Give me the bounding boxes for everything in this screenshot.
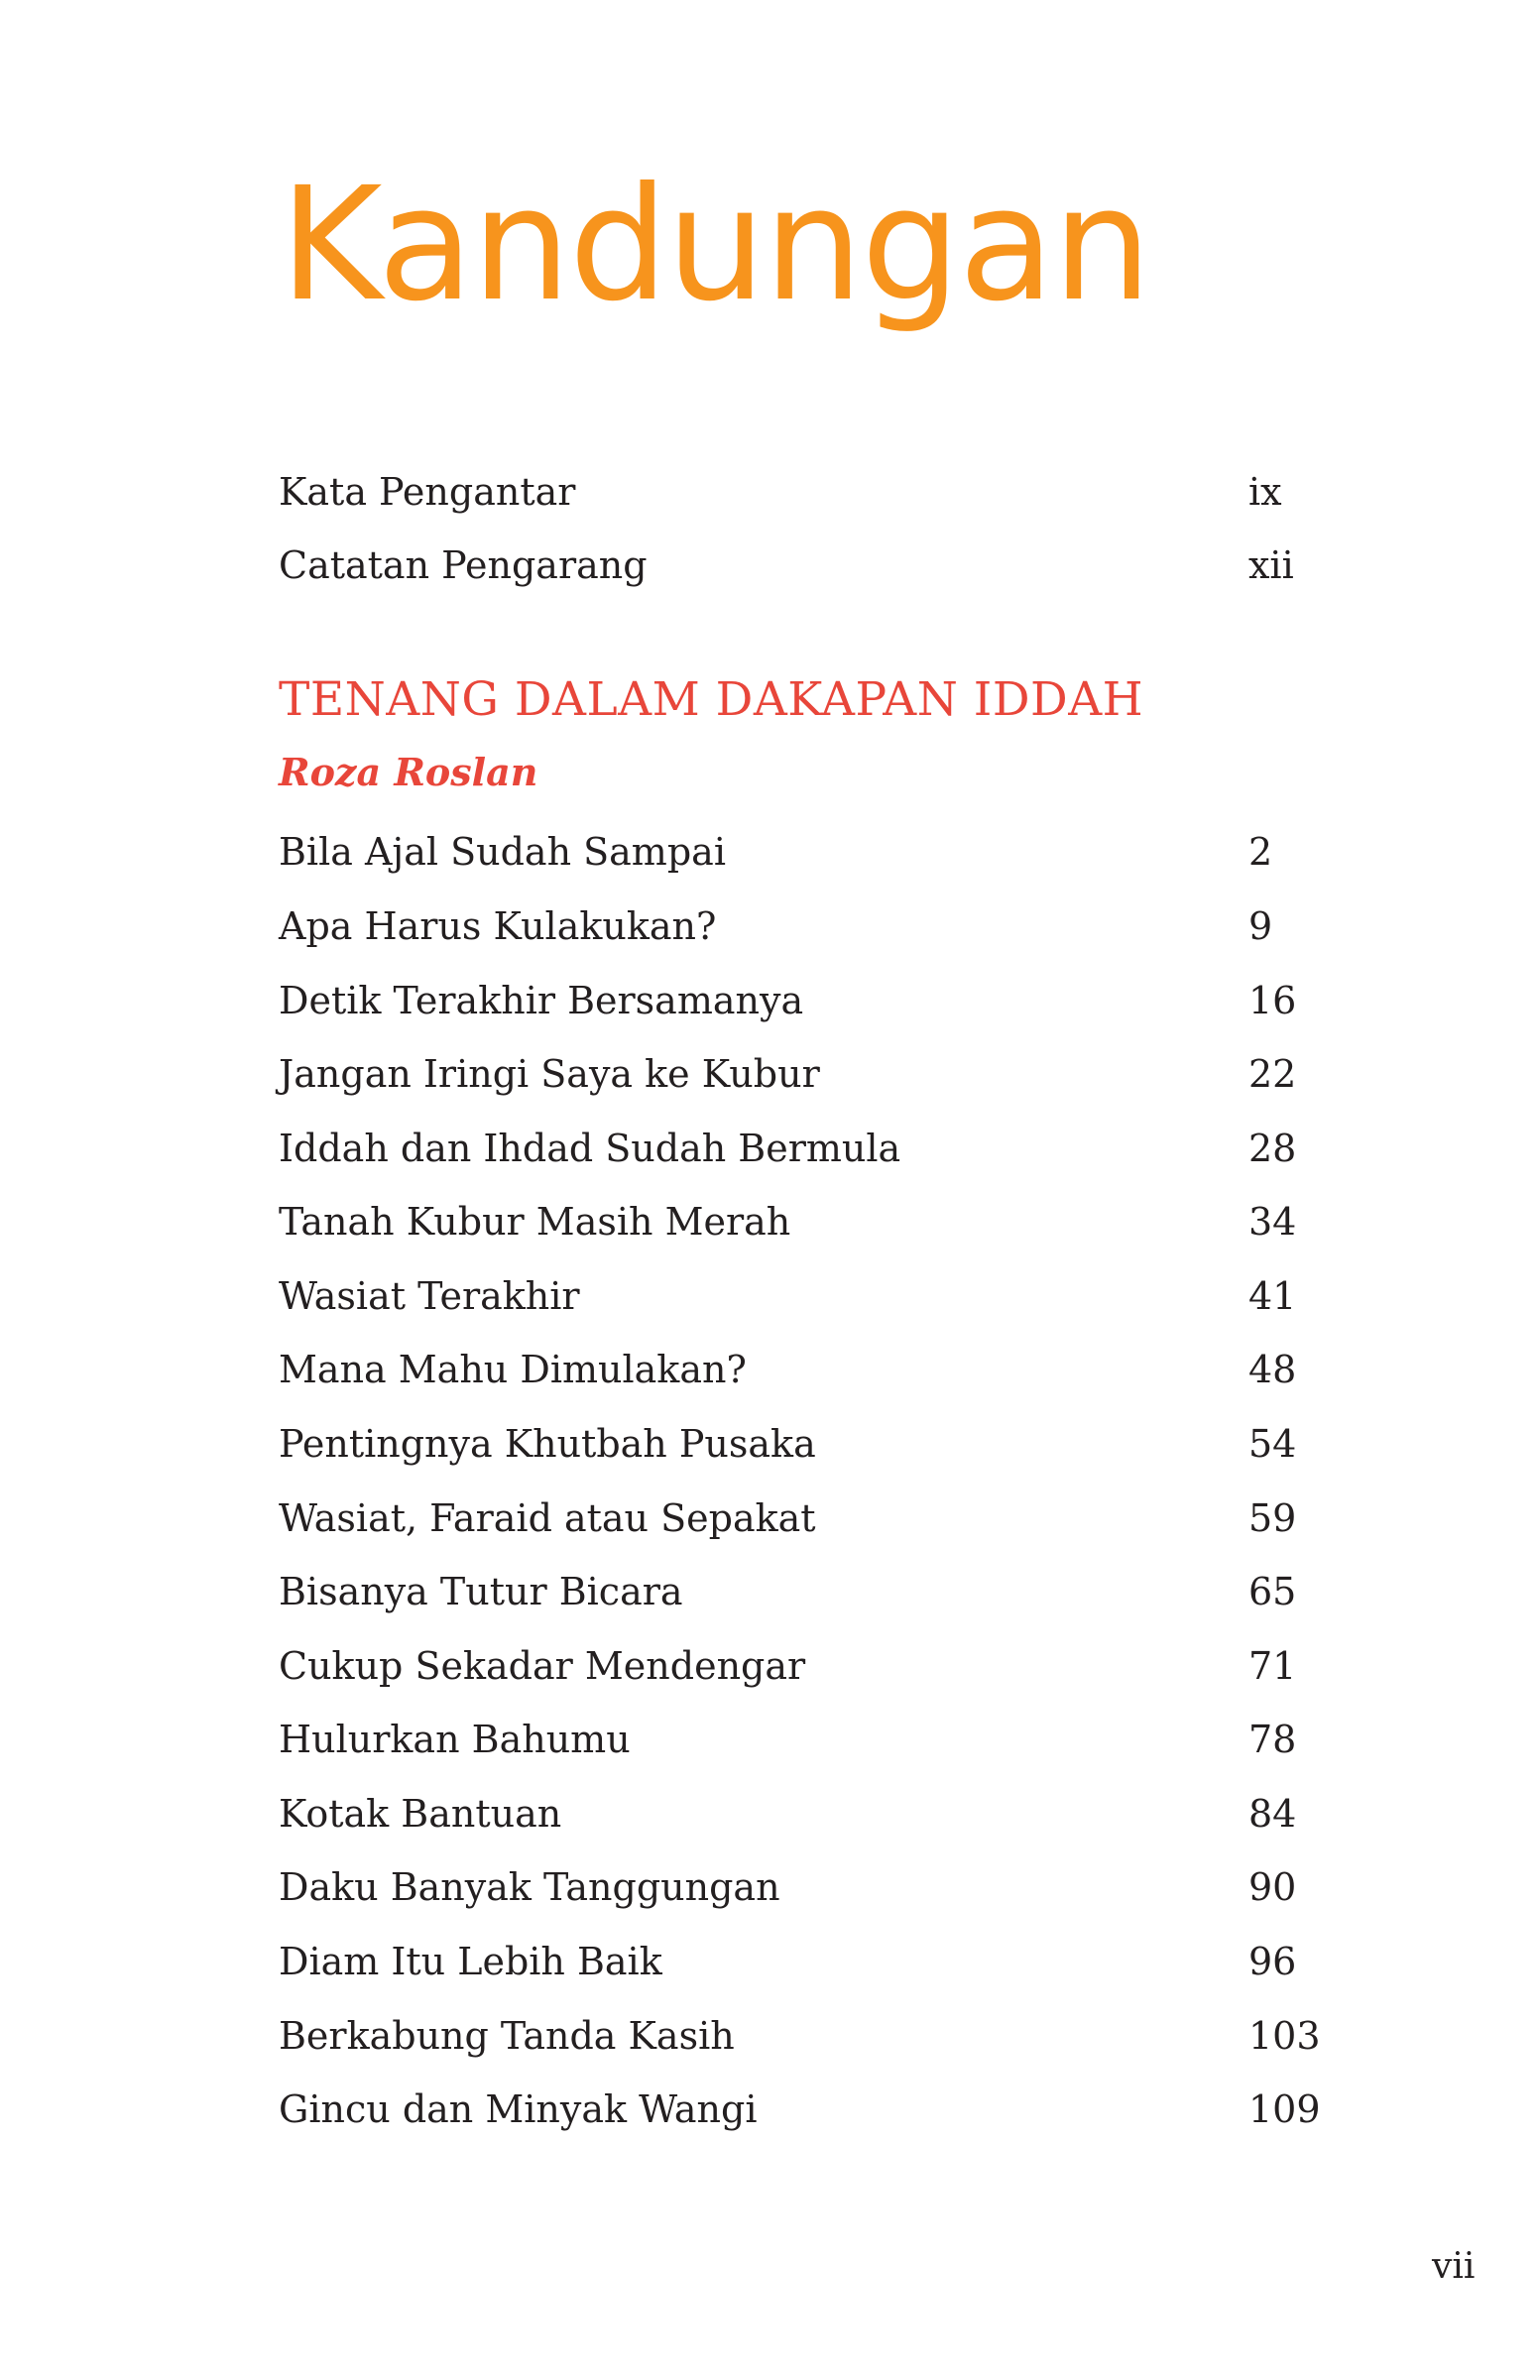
toc-entry-page: 28 xyxy=(1248,1127,1297,1170)
toc-entry-title: Diam Itu Lebih Baik xyxy=(279,1940,662,1983)
toc-entry-page: 84 xyxy=(1248,1792,1297,1836)
toc-entry[interactable] xyxy=(279,822,1310,882)
toc-entry[interactable] xyxy=(279,1636,1310,1696)
toc-entry-title: Catatan Pengarang xyxy=(279,543,648,587)
toc-entry-page: 103 xyxy=(1248,2014,1321,2058)
toc-entry[interactable] xyxy=(279,1192,1310,1251)
toc-entry[interactable] xyxy=(279,1266,1310,1326)
toc-entry-title: Bisanya Tutur Bicara xyxy=(279,1570,683,1613)
toc-entry-page: 54 xyxy=(1248,1422,1297,1466)
toc-entry-title: Mana Mahu Dimulakan? xyxy=(279,1348,747,1391)
toc-entry-title: Gincu dan Minyak Wangi xyxy=(279,2087,758,2131)
toc-entry-page: 22 xyxy=(1248,1052,1297,1096)
toc-entry-title: Wasiat, Faraid atau Sepakat xyxy=(279,1496,816,1540)
toc-entry-title: Tanah Kubur Masih Merah xyxy=(279,1200,791,1244)
toc-entry-title: Hulurkan Bahumu xyxy=(279,1718,631,1761)
toc-entry-page: 90 xyxy=(1248,1865,1297,1909)
toc-entry-page: 34 xyxy=(1248,1200,1297,1244)
toc-entry-kata-pengantar[interactable] xyxy=(279,462,1310,522)
toc-entry-title: Cukup Sekadar Mendengar xyxy=(279,1644,806,1688)
toc-entry[interactable] xyxy=(279,1044,1310,1104)
toc-entry-catatan-pengarang[interactable] xyxy=(279,536,1310,595)
toc-entry[interactable] xyxy=(279,896,1310,956)
toc-entry[interactable] xyxy=(279,1414,1310,1474)
section-heading: TENANG DALAM DAKAPAN IDDAH xyxy=(279,672,1144,727)
toc-entry-page: 109 xyxy=(1248,2087,1321,2131)
toc-entry[interactable] xyxy=(279,1119,1310,1178)
toc-entry[interactable] xyxy=(279,1488,1310,1548)
toc-entry-page: 9 xyxy=(1248,904,1273,948)
toc-entry-page: 65 xyxy=(1248,1570,1297,1613)
toc-entry-page: 78 xyxy=(1248,1718,1297,1761)
toc-entry[interactable] xyxy=(279,1857,1310,1917)
section-author: Roza Roslan xyxy=(279,750,538,794)
toc-entry[interactable] xyxy=(279,1340,1310,1399)
toc-entry[interactable] xyxy=(279,971,1310,1030)
toc-entry-title: Daku Banyak Tanggungan xyxy=(279,1865,780,1909)
toc-entry-title: Apa Harus Kulakukan? xyxy=(279,904,717,948)
toc-entry-title: Pentingnya Khutbah Pusaka xyxy=(279,1422,816,1466)
toc-entry-title: Iddah dan Ihdad Sudah Bermula xyxy=(279,1127,901,1170)
toc-entry-title: Kotak Bantuan xyxy=(279,1792,562,1836)
toc-entry-page: ix xyxy=(1248,470,1282,514)
toc-entry-page: 41 xyxy=(1248,1274,1297,1318)
toc-entry[interactable] xyxy=(279,1932,1310,1991)
toc-entry-title: Detik Terakhir Bersamanya xyxy=(279,979,804,1022)
page-title: Kandungan xyxy=(280,154,1150,336)
toc-entry-page: 48 xyxy=(1248,1348,1297,1391)
toc-entry[interactable] xyxy=(279,1710,1310,1769)
toc-entry[interactable] xyxy=(279,2080,1321,2139)
toc-entry[interactable] xyxy=(279,1562,1310,1621)
toc-entry-page: 16 xyxy=(1248,979,1297,1022)
toc-entry-title: Bila Ajal Sudah Sampai xyxy=(279,830,726,874)
toc-entry-title: Jangan Iringi Saya ke Kubur xyxy=(279,1052,820,1096)
toc-entry[interactable] xyxy=(279,2006,1321,2066)
page-number: vii xyxy=(1432,2246,1476,2287)
toc-entry-page: 59 xyxy=(1248,1496,1297,1540)
toc-entry-page: 71 xyxy=(1248,1644,1297,1688)
toc-entry-page: xii xyxy=(1248,543,1294,587)
toc-entry-title: Kata Pengantar xyxy=(279,470,576,514)
toc-entry[interactable] xyxy=(279,1784,1310,1844)
toc-entry-title: Berkabung Tanda Kasih xyxy=(279,2014,735,2058)
toc-entry-title: Wasiat Terakhir xyxy=(279,1274,580,1318)
toc-entry-page: 2 xyxy=(1248,830,1273,874)
toc-entry-page: 96 xyxy=(1248,1940,1297,1983)
